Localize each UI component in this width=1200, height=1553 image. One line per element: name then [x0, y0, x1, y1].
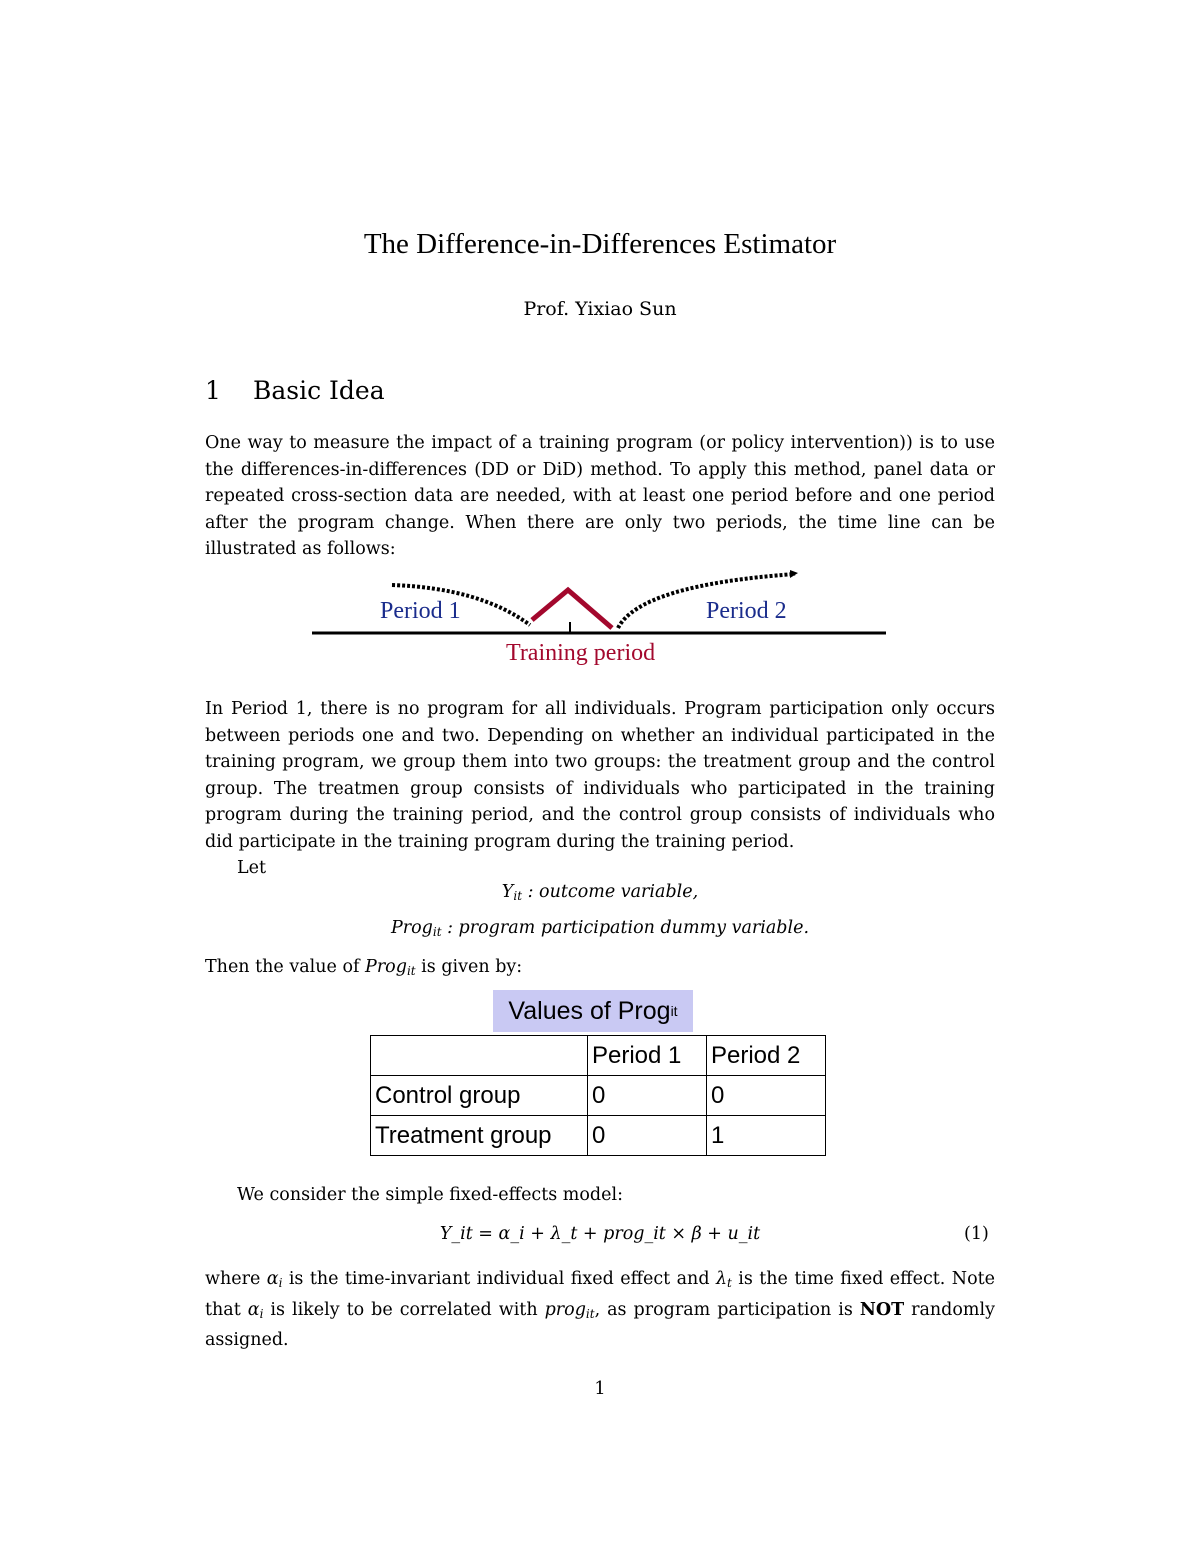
table-cell: Treatment group [371, 1116, 588, 1156]
model-intro: We consider the simple fixed-effects model: [237, 1185, 623, 1205]
paragraph-2: In Period 1, there is no program for all individuals. Program participation only occurs between periods one and two. Depending on whether an individual participated in the training program, we group them into two groups: the treatment group and the control group. The treatmen group consists of individuals who participated in the training program during the training period, and the control group consists of individuals who did participate in the training program during the training period. Let [205, 696, 995, 882]
table-cell: 1 [707, 1116, 826, 1156]
intro-paragraph: One way to measure the impact of a training program (or policy intervention)) is to use the differences-in-differences (DD or DiD) method. To apply this method, panel data or repeated cross-section data are needed, with at least one period before and one period after the program change. When there are only two periods, the time line can be illustrated as follows: [205, 433, 995, 559]
definition-y: $Y_{it}$ : outcome variable, [501, 882, 699, 903]
table-cell: 0 [588, 1116, 707, 1156]
prog-values-table [370, 1035, 826, 1156]
period2-label: Period 2 [706, 598, 787, 624]
table-header-cell: Period 2 [707, 1036, 826, 1076]
model-equation: Y_it = α_i + λ_t + prog_it × β + u_it [439, 1224, 761, 1244]
paragraph-3: where $\alpha_i$ is the time-invariant individual fixed effect and $\lambda_t$ is the time fixed effect. Note that $\alpha_i$ is likely to be correlated with prog$_{it}$, as program participation is NOT randomly assigned. [205, 1269, 995, 1350]
table-cell: 0 [588, 1076, 707, 1116]
page-number: 1 [594, 1378, 606, 1399]
table-cell: 0 [707, 1076, 826, 1116]
table-cell: Control group [371, 1076, 588, 1116]
let-text: Let [237, 858, 267, 878]
table-header-cell: Period 1 [588, 1036, 707, 1076]
paper-title: The Difference-in-Differences Estimator [363, 228, 837, 260]
table-header-row [371, 1036, 826, 1076]
arrow-head [790, 570, 798, 578]
section-title: Basic Idea [253, 376, 385, 405]
definition-prog: Prog$_{it}$ : program participation dummy variable. [390, 918, 810, 939]
period1-label: Period 1 [380, 598, 461, 624]
section-number: 1 [205, 376, 221, 405]
table-row [371, 1076, 826, 1116]
table-row [371, 1116, 826, 1156]
training-peak [532, 590, 612, 628]
author: Prof. Yixiao Sun [523, 298, 677, 320]
training-period-label: Training period [506, 640, 656, 666]
table-caption: Values of Prog it [493, 990, 693, 1032]
equation-number: (1) [964, 1224, 989, 1244]
table-header-cell [371, 1036, 588, 1076]
section-heading [205, 376, 385, 405]
then-text: Then the value of Prog$_{it}$ is given by: [205, 957, 523, 978]
